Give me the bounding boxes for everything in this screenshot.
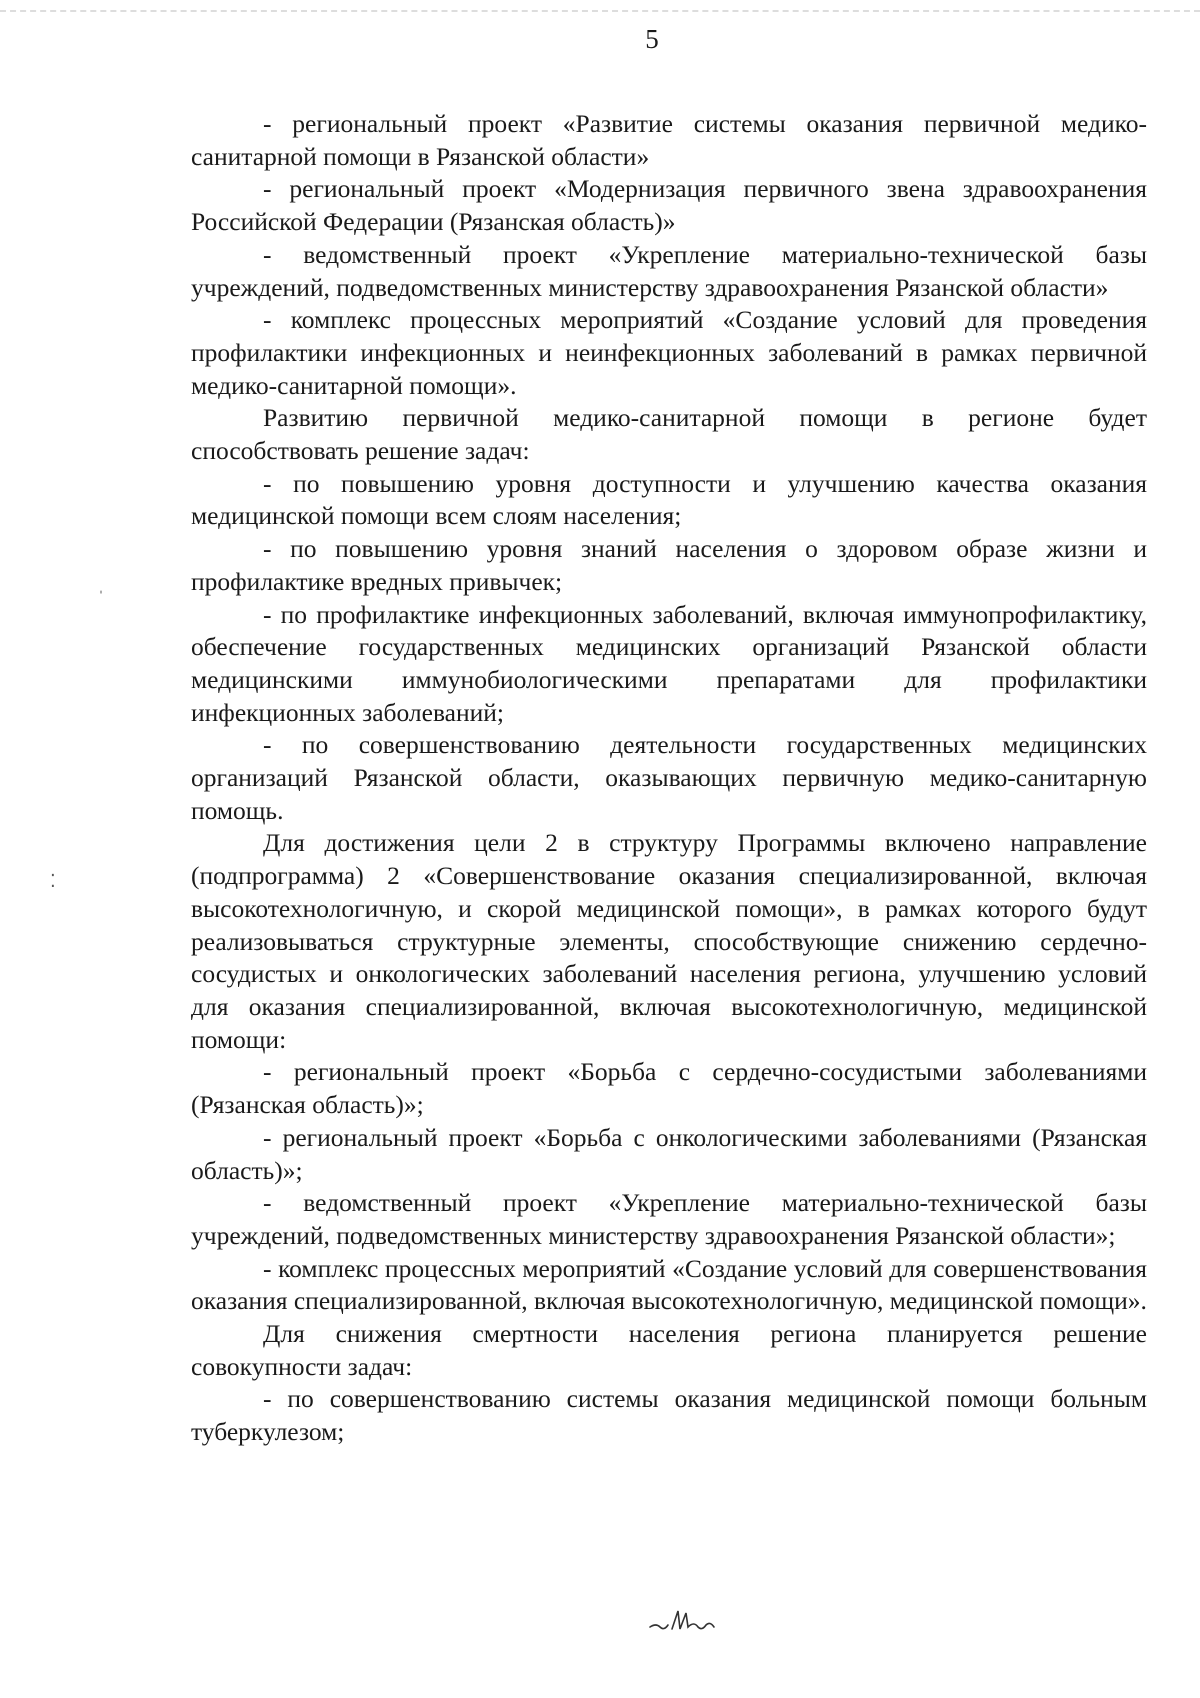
paragraph: - комплекс процессных мероприятий «Создание условий для проведения профилактики инфекционных и неинфекционных заболеваний в рамках первичной медико-санитарной помощи». bbox=[191, 305, 1147, 400]
paragraph: Развитию первичной медико-санитарной помощи в регионе будет способствовать решение задач: bbox=[191, 403, 1147, 466]
paragraph: - по совершенствованию системы оказания медицинской помощи больным туберкулезом; bbox=[191, 1384, 1147, 1447]
paragraph: - ведомственный проект «Укрепление материально-технической базы учреждений, подведомственных министерству здравоохранения Рязанской области»; bbox=[191, 1188, 1147, 1250]
paragraph: - региональный проект «Модернизация первичного звена здравоохранения Российской Федерации (Рязанская область)» bbox=[191, 174, 1147, 237]
paragraph: - по повышению уровня знаний населения о здоровом образе жизни и профилактике вредных привычек; bbox=[191, 534, 1147, 596]
paragraph: - комплекс процессных мероприятий «Создание условий для совершенствования оказания специализированной, включая высокотехнологичную, медицинской помощи». bbox=[191, 1253, 1147, 1316]
paragraph: - региональный проект «Борьба с сердечно-сосудистыми заболеваниями (Рязанская область)»; bbox=[191, 1057, 1147, 1120]
paragraph: - по повышению уровня доступности и улучшению качества оказания медицинской помощи всем слоям населения; bbox=[191, 468, 1147, 531]
scan-edge-artifact bbox=[0, 10, 1200, 24]
paragraph: - по профилактике инфекционных заболеваний, включая иммунопрофилактику, обеспечение государственных медицинских организаций Рязанской области медицинскими иммунобиологическими препаратами для профилактики инфекционных заболеваний; bbox=[191, 599, 1147, 727]
paragraph: - региональный проект «Развитие системы оказания первичной медико-санитарной помощи в Рязанской области» bbox=[191, 109, 1147, 171]
scan-speck: ⁚ bbox=[50, 871, 56, 891]
paragraph: - региональный проект «Борьба с онкологическими заболеваниями (Рязанская область)»; bbox=[191, 1122, 1147, 1185]
scan-speck: ˈ bbox=[98, 587, 104, 607]
paragraph: - ведомственный проект «Укрепление материально-технической базы учреждений, подведомственных министерству здравоохранения Рязанской области» bbox=[191, 239, 1147, 302]
page-number: 5 bbox=[645, 24, 659, 54]
document-body bbox=[191, 108, 1147, 1449]
paragraph: Для снижения смертности населения региона планируется решение совокупности задач: bbox=[191, 1319, 1147, 1381]
signature-initials bbox=[648, 1605, 728, 1635]
paragraph: Для достижения цели 2 в структуру Программы включено направление (подпрограмма) 2 «Совершенствование оказания специализированной, включая высокотехнологичную, и скорой медицинской помощи», в рамках которого будут реализовываться структурные элементы, способствующие снижению сердечно-сосудистых и онкологических заболеваний населения региона, улучшению условий для оказания специализированной, включая высокотехнологичную, медицинской помощи: bbox=[191, 828, 1147, 1054]
paragraph: - по совершенствованию деятельности государственных медицинских организаций Рязанской области, оказывающих первичную медико-санитарную помощь. bbox=[191, 730, 1147, 825]
